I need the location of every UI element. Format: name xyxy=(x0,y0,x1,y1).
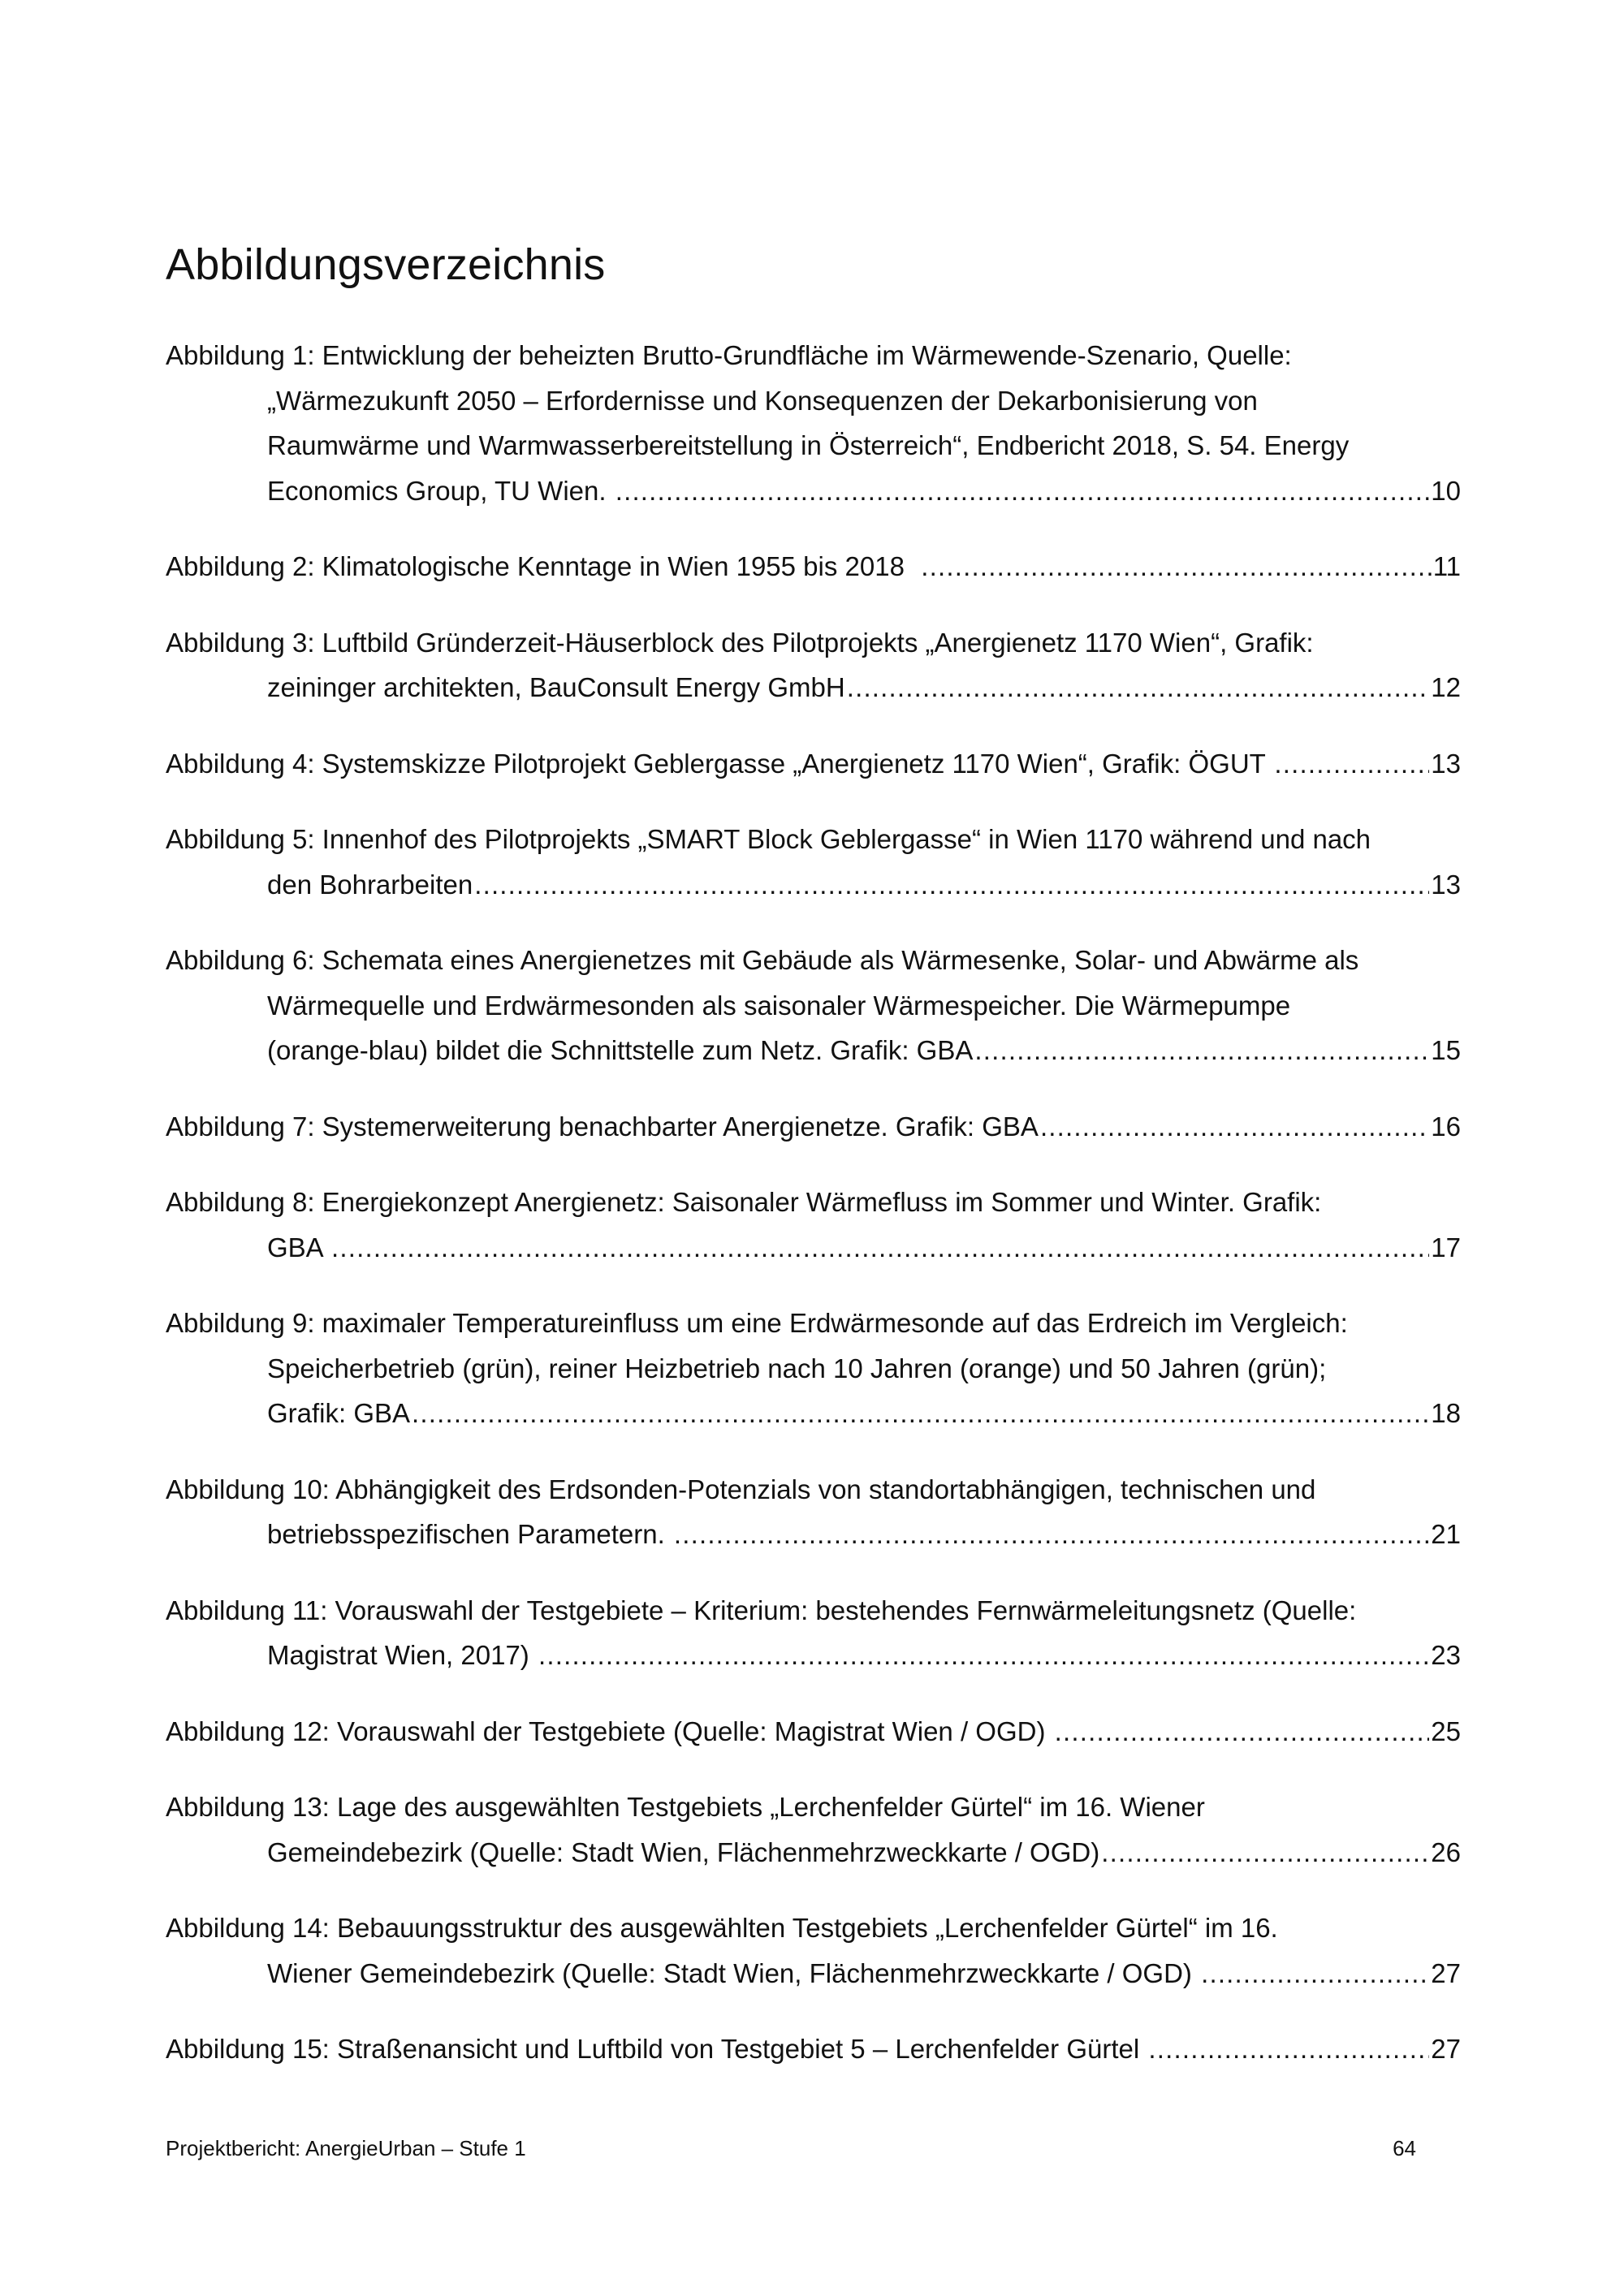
entry-text-line: Speicherbetrieb (grün), reiner Heizbetrieb nach 10 Jahren (orange) und 50 Jahren (grün); xyxy=(267,1353,1327,1383)
entry-page-number: 12 xyxy=(1431,672,1461,702)
figure-entry[interactable] xyxy=(166,817,1461,907)
entry-text-line: (orange-blau) bildet die Schnittstelle zum Netz. Grafik: GBA xyxy=(267,1035,974,1065)
footer-page-number: 64 xyxy=(1393,2136,1416,2160)
entry-text-line: Abbildung 3: Luftbild Gründerzeit-Häuserblock des Pilotprojekts „Anergienetz 1170 Wien“, Grafik: xyxy=(166,627,1314,658)
entry-text-line: Wiener Gemeindebezirk (Quelle: Stadt Wien, Flächenmehrzweckkarte / OGD) xyxy=(267,1957,1200,1988)
figure-entry[interactable] xyxy=(166,333,1461,513)
entry-text-line: Abbildung 5: Innenhof des Pilotprojekts „SMART Block Geblergasse“ in Wien 1170 während und nach xyxy=(166,824,1371,854)
entry-page-number: 13 xyxy=(1431,748,1461,779)
entry-last-line xyxy=(166,1709,1461,1754)
dot-leader xyxy=(1274,741,1429,787)
dot-leader xyxy=(538,1633,1429,1678)
entry-text-line: Grafik: GBA xyxy=(267,1398,411,1428)
entry-last-line xyxy=(166,2026,1461,2072)
figure-entry[interactable] xyxy=(166,741,1461,787)
entry-text-line: Economics Group, TU Wien. xyxy=(267,475,614,506)
entry-page-number: 25 xyxy=(1431,1716,1461,1746)
entry-last-line xyxy=(166,665,1461,710)
entry-text-line: GBA xyxy=(267,1232,330,1262)
entry-text-line: Abbildung 15: Straßenansicht und Luftbild von Testgebiet 5 – Lerchenfelder Gürtel xyxy=(166,2034,1147,2064)
entry-last-line xyxy=(166,1633,1461,1678)
dot-leader xyxy=(974,1028,1429,1073)
entry-page-number: 17 xyxy=(1431,1232,1461,1262)
figure-entry[interactable] xyxy=(166,1467,1461,1557)
entry-text-line: Abbildung 2: Klimatologische Kenntage in Wien 1955 bis 2018 xyxy=(166,551,920,581)
figure-entry[interactable] xyxy=(166,544,1461,589)
entry-text-line: Abbildung 1: Entwicklung der beheizten Brutto-Grundfläche im Wärmewende-Szenario, Quelle: xyxy=(166,340,1292,370)
figure-entry[interactable] xyxy=(166,938,1461,1073)
entry-page-number: 13 xyxy=(1431,869,1461,900)
entry-text-line: Abbildung 9: maximaler Temperatureinfluss um eine Erdwärmesonde auf das Erdreich im Vergleich: xyxy=(166,1308,1348,1338)
figure-list xyxy=(166,333,1461,2103)
figure-entry[interactable] xyxy=(166,620,1461,710)
entry-page-number: 27 xyxy=(1431,2034,1461,2064)
figure-entry[interactable] xyxy=(166,1301,1461,1436)
entry-text-line: Raumwärme und Warmwasserbereitstellung in Österreich“, Endbericht 2018, S. 54. Energy xyxy=(267,430,1350,460)
figure-entry[interactable] xyxy=(166,1104,1461,1150)
dot-leader xyxy=(1148,2026,1429,2072)
entry-last-line xyxy=(166,1951,1461,1996)
entry-page-number: 26 xyxy=(1431,1836,1461,1867)
dot-leader xyxy=(615,468,1430,514)
dot-leader xyxy=(921,544,1431,589)
figure-entry[interactable] xyxy=(166,1588,1461,1678)
entry-last-line xyxy=(166,1512,1461,1557)
entry-last-line xyxy=(166,862,1461,908)
dot-leader xyxy=(847,665,1430,710)
entry-text-line: Abbildung 8: Energiekonzept Anergienetz: Saisonaler Wärmefluss im Sommer und Winter. Grafik: xyxy=(166,1187,1322,1217)
entry-page-number: 11 xyxy=(1432,551,1461,581)
entry-text-line: „Wärmezukunft 2050 – Erfordernisse und Konsequenzen der Dekarbonisierung von xyxy=(267,385,1258,416)
entry-page-number: 16 xyxy=(1431,1111,1461,1142)
entry-text-line: den Bohrarbeiten xyxy=(267,869,473,900)
entry-page-number: 23 xyxy=(1431,1640,1461,1670)
entry-last-line xyxy=(166,1830,1461,1875)
footer-report-title: Projektbericht: AnergieUrban – Stufe 1 xyxy=(166,2136,526,2160)
dot-leader xyxy=(331,1225,1429,1271)
entry-last-line xyxy=(166,741,1461,787)
entry-last-line xyxy=(166,1028,1461,1073)
entry-last-line xyxy=(166,1225,1461,1271)
entry-page-number: 15 xyxy=(1431,1035,1461,1065)
entry-text-line: Abbildung 4: Systemskizze Pilotprojekt Geblergasse „Anergienetz 1170 Wien“, Grafik: ÖGUT xyxy=(166,748,1273,779)
entry-last-line xyxy=(166,468,1461,514)
dot-leader xyxy=(1040,1104,1429,1150)
entry-text-line: Abbildung 14: Bebauungsstruktur des ausgewählten Testgebiets „Lerchenfelder Gürtel“ im 16. xyxy=(166,1913,1278,1943)
entry-page-number: 18 xyxy=(1431,1398,1461,1428)
entry-page-number: 27 xyxy=(1431,1957,1461,1988)
dot-leader xyxy=(474,862,1429,908)
entry-text-line: Abbildung 13: Lage des ausgewählten Testgebiets „Lerchenfelder Gürtel“ im 16. Wiener xyxy=(166,1792,1205,1822)
dot-leader xyxy=(1055,1709,1430,1754)
entry-text-line: Abbildung 11: Vorauswahl der Testgebiete – Kriterium: bestehendes Fernwärmeleitungsnetz (Quelle: xyxy=(166,1595,1357,1625)
entry-last-line xyxy=(166,1391,1461,1436)
entry-page-number: 21 xyxy=(1431,1519,1461,1549)
entry-text-line: zeininger architekten, BauConsult Energy GmbH xyxy=(267,672,845,702)
entry-text-line: Magistrat Wien, 2017) xyxy=(267,1640,537,1670)
entry-text-line: Abbildung 6: Schemata eines Anergienetzes mit Gebäude als Wärmesenke, Solar- und Abwärme als xyxy=(166,945,1359,975)
entry-text-line: betriebsspezifischen Parametern. xyxy=(267,1519,672,1549)
dot-leader xyxy=(674,1512,1429,1557)
page-footer xyxy=(166,2134,1416,2163)
entry-text-line: Abbildung 7: Systemerweiterung benachbarter Anergienetze. Grafik: GBA xyxy=(166,1111,1039,1142)
entry-last-line xyxy=(166,1104,1461,1150)
entry-page-number: 10 xyxy=(1431,475,1461,506)
figure-entry[interactable] xyxy=(166,1709,1461,1754)
page-title: Abbildungsverzeichnis xyxy=(166,240,606,289)
figure-entry[interactable] xyxy=(166,1785,1461,1875)
entry-text-line: Gemeindebezirk (Quelle: Stadt Wien, Flächenmehrzweckkarte / OGD) xyxy=(267,1836,1100,1867)
entry-last-line xyxy=(166,544,1461,589)
dot-leader xyxy=(1201,1951,1429,1996)
figure-entry[interactable] xyxy=(166,1905,1461,1996)
dot-leader xyxy=(1101,1830,1429,1875)
entry-text-line: Abbildung 10: Abhängigkeit des Erdsonden-Potenzials von standortabhängigen, technischen und xyxy=(166,1474,1316,1504)
entry-text-line: Abbildung 12: Vorauswahl der Testgebiete (Quelle: Magistrat Wien / OGD) xyxy=(166,1716,1053,1746)
figure-entry[interactable] xyxy=(166,2026,1461,2072)
dot-leader xyxy=(412,1391,1429,1436)
entry-text-line: Wärmequelle und Erdwärmesonden als saisonaler Wärmespeicher. Die Wärmepumpe xyxy=(267,990,1291,1021)
figure-entry[interactable] xyxy=(166,1180,1461,1270)
